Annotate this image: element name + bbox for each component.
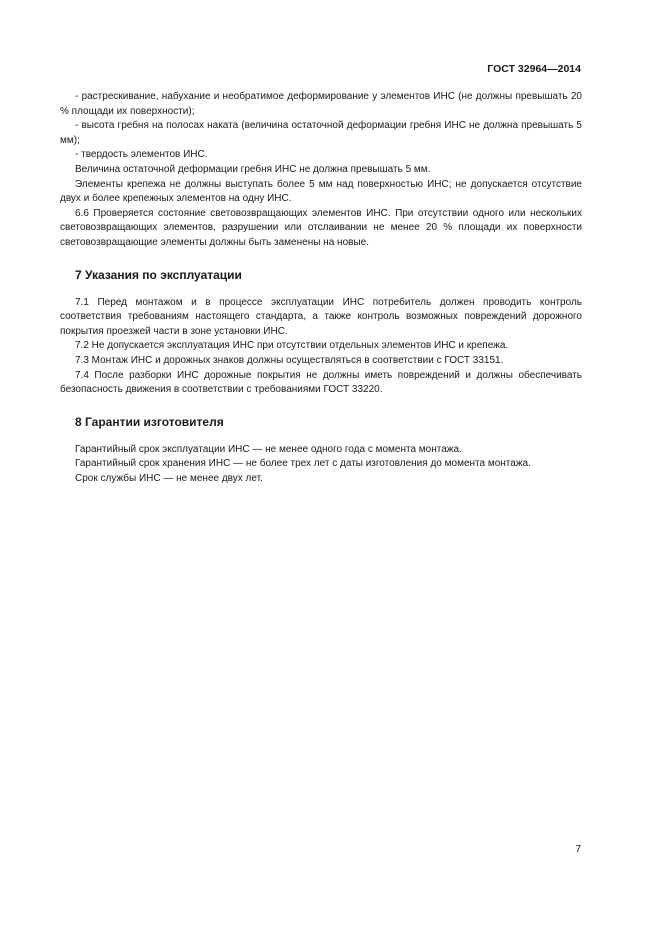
paragraph: Гарантийный срок эксплуатации ИНС — не менее одного года с момента монтажа. [75,443,462,455]
paragraph: Элементы крепежа не должны выступать более 5 мм над поверхностью ИНС; не допускается отсутствие двух и более крепежных элементов на одну ИНС. [60,178,582,205]
page-number: 7 [575,844,581,855]
paragraph: Срок службы ИНС — не менее двух лет. [75,472,263,484]
section-heading-7: 7 Указания по эксплуатации [75,267,242,282]
list-item: - растрескивание, набухание и необратимое деформирование у элементов ИНС (не должны превышать 20 % площади их поверхности); [60,91,582,117]
list-item: - высота гребня на полосах наката (величина остаточной деформации гребня ИНС не должна превышать 5 мм); [60,120,582,146]
paragraph: 7.3 Монтаж ИНС и дорожных знаков должны осуществляться в соответствии с ГОСТ 33151. [75,354,504,366]
paragraph: Гарантийный срок хранения ИНС — не более трех лет с даты изготовления до момента монтажа. [75,458,531,470]
paragraph: 7.4 После разборки ИНС дорожные покрытия не должны иметь повреждений и должны обеспечивать безопасность движения в соответствии с требованиями ГОСТ 33220. [60,369,582,396]
paragraph: 7.1 Перед монтажом и в процессе эксплуатации ИНС потребитель должен проводить контроль соответствия требованиям настоящего стандарта, а также контроль возможных повреждений дорожного покрытия проезжей части в зоне установки ИНС. [60,296,582,337]
list-item: - твердость элементов ИНС. [75,149,208,161]
paragraph: 7.2 Не допускается эксплуатация ИНС при отсутствии отдельных элементов ИНС и крепежа. [75,340,509,352]
page-body [60,90,582,486]
section-heading-8: 8 Гарантии изготовителя [75,414,224,429]
document-id-header: ГОСТ 32964—2014 [487,63,581,75]
paragraph: 6.6 Проверяется состояние световозвращающих элементов ИНС. При отсутствии одного или нескольких световозвращающих элементов, разрушении или отслаивании не менее 20 % площади их поверхности световозвращающие элементы должны быть заменены на новые. [60,207,582,248]
paragraph: Величина остаточной деформации гребня ИНС не должна превышать 5 мм. [75,163,431,175]
